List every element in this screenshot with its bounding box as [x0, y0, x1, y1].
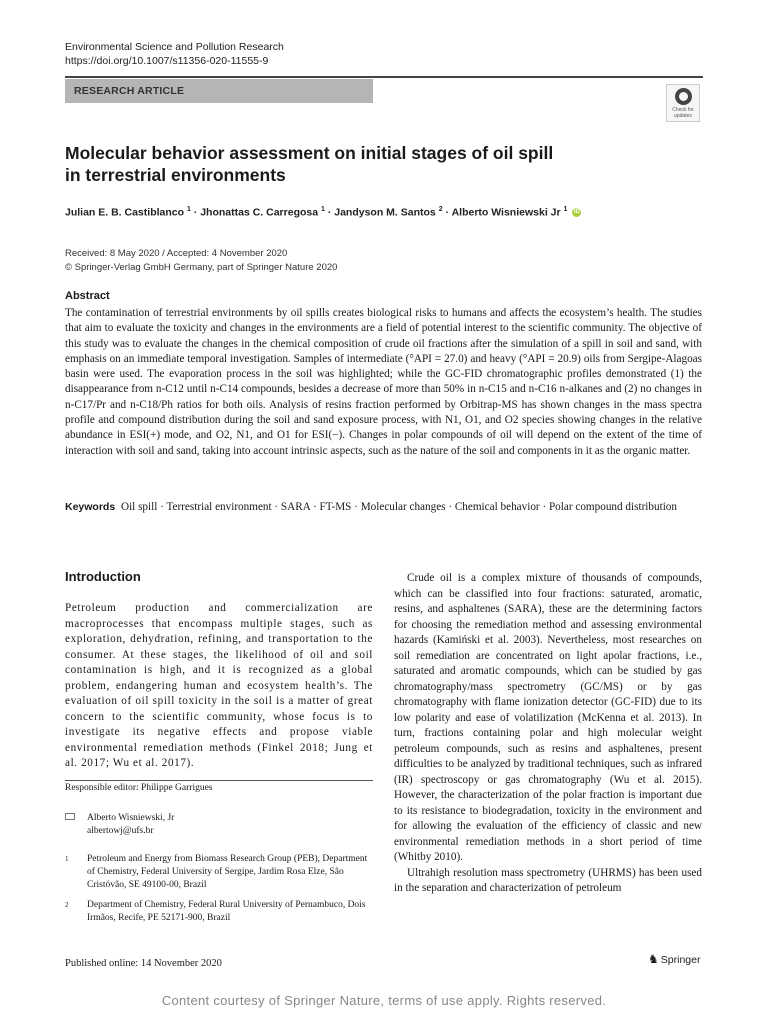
orcid-icon[interactable]: iD [573, 209, 580, 216]
affiliation-text: Petroleum and Energy from Biomass Research Group (PEB), Department of Chemistry, Federal University of Sergipe, Jardim Rosa Elze, São Cristóvão, SE 49100-00, Brazil [87, 854, 368, 890]
copyright-line: © Springer-Verlag GmbH Germany, part of Springer Nature 2020 [65, 262, 338, 273]
affiliation-2 [65, 899, 373, 925]
intro-paragraph: Petroleum production and commercialization are macroprocesses that encompass multiple stages, such as exploration, dehydration, refining, and transportation to the consumer. At these stages, the likelihood of oil and soil contamination is high, and it is recognized as a global problem, endangering human and ecosystem health’s. The evaluation of oil spill toxicity in the soil is a matter of great concern to the scientific community, whose focus is to investigate its negative effects and propose viable environmental remediation methods (Finkel 2018; Jung et al. 2017; Wu et al. 2017). [65, 602, 373, 769]
keywords-label: Keywords [65, 501, 116, 513]
author-affiliation: 1 [321, 206, 325, 213]
intro-paragraph: Ultrahigh resolution mass spectrometry (UHRMS) has been used in the separation and characterization of petroleum [394, 866, 702, 894]
responsible-editor: Responsible editor: Philippe Garrigues [65, 783, 213, 793]
author-name[interactable]: Julian E. B. Castiblanco [65, 206, 185, 219]
footnote-rule [65, 780, 373, 781]
contact-email[interactable]: albertowj@ufs.br [87, 826, 154, 836]
affiliation-text: Department of Chemistry, Federal Rural University of Pernambuco, Dois Irmãos, Recife, PE 52171-900, Brazil [87, 900, 366, 923]
affiliation-number: 2 [65, 901, 69, 909]
publisher-logo [648, 952, 700, 966]
contact-name: Alberto Wisniewski, Jr [87, 813, 175, 823]
journal-header [65, 40, 284, 68]
affiliation-number: 1 [65, 855, 69, 863]
title-line-1: Molecular behavior assessment on initial stages of oil spill [65, 143, 554, 163]
check-updates-label: Check for updates [672, 107, 694, 119]
affiliation-1 [65, 853, 373, 892]
author-name[interactable]: Jandyson M. Santos [334, 206, 436, 219]
keywords-text: Oil spill · Terrestrial environment · SARA · FT-MS · Molecular changes · Chemical behavior · Polar compound distribution [120, 501, 677, 513]
received-accepted: Received: 8 May 2020 / Accepted: 4 November 2020 [65, 248, 288, 259]
author-name[interactable]: Alberto Wisniewski Jr [451, 206, 561, 219]
introduction-left-column [65, 601, 373, 772]
author-list: Julian E. B. Castiblanco $^1$ · Jhonattas C. Carregosa $^1$ · Jandyson M. Santos $^2$ · Alberto Wisniewski Jr $^1$ iD [65, 206, 580, 219]
published-online: Published online: 14 November 2020 [65, 958, 222, 969]
abstract-heading: Abstract [65, 290, 110, 302]
envelope-icon [65, 813, 75, 820]
corresponding-author [65, 812, 174, 838]
article-dates [65, 247, 337, 275]
page-footer: Content courtesy of Springer Nature, terms of use apply. Rights reserved. [161, 993, 607, 1008]
check-for-updates-badge[interactable] [666, 84, 700, 122]
keywords [65, 500, 702, 515]
introduction-right-column [394, 571, 702, 897]
article-type-bar: RESEARCH ARTICLE [65, 79, 373, 103]
introduction-heading: Introduction [65, 569, 141, 584]
article-title [65, 142, 685, 186]
publisher-name: Springer [660, 954, 701, 966]
abstract-text: The contamination of terrestrial environments by oil spills creates biological risks to humans and affects the ecosystem’s health. The studies that aim to evaluate the toxicity and changes in the environments are a field of potential interest to the scientific community. The objective of this study was to evaluate the changes in the chemical composition of crude oil fractions after the simulation of a spill in soil and sand, with emphasis on an immediate temporal investigation. Samples of intermediate (°API = 27.0) and heavy (°API = 20.9) oils from Sergipe-Alagoas basin were used. The evaporation process in the soil was highlighted; while the GC-FID chromatographic profiles demonstrated (1) the disappearance from n-C12 until n-C14 compounds, besides a decrease of more than 50% in n-C15 and n-C16 n-alkanes and (2) no changes in n-C17/Pr and n-C18/Ph ratios for both oils. Analysis of resins fraction performed by Orbitrap-MS has shown changes in the mass spectra profile and compound distribution during the soil and sand exposure process, with N1, O1, and O2 species showing changes in the relative abundance in ESI(+) mode, and O2, N1, and O1 for ESI(−). Changes in polar compounds of oil will depend on the extent of the time of interaction with soil and sand, taking into account intrinsic aspects, such as the nature of the soil and components in it as the organic matter. [65, 307, 702, 457]
title-line-2: in terrestrial environments [65, 165, 286, 185]
author-affiliation: 1 [186, 206, 191, 213]
author-name[interactable]: Jhonattas C. Carregosa [200, 206, 319, 219]
author-affiliation: 2 [438, 206, 443, 213]
journal-name: Environmental Science and Pollution Research [65, 41, 284, 53]
author-affiliation: 1 [563, 206, 568, 213]
check-updates-icon [675, 88, 692, 105]
doi-link[interactable]: https://doi.org/10.1007/s11356-020-11555-9 [65, 55, 269, 67]
intro-paragraph: Crude oil is a complex mixture of thousands of compounds, which can be classified into four fractions: saturated, aromatic, resins, and asphaltenes (SARA), these are the determining factors for choosing the remediation method and assessing environmental hazards (Kamiński et al. 2003). Nevertheless, most researches on soil remediation are concentrated on light apolar fractions, i.e., saturated and aromatic compounds, which can be studied by gas chromatography/mass spectrometry (GC/MS) or by gas chromatography with flame ionization detector (GC-FID) due to its low polarity and ease of volatilization (McKenna et al. 2013). In turn, fractions containing polar and high molecular weight petroleum compounds, such as resins and asphaltenes, present difficulties to be analyzed by traditional techniques, such as infrared (IR) spectroscopy or gas chromatography (Wu et al. 2015). However, the characterization of the polar fraction is important due to its resistance to biodegradation, toxicity in the environment and for allowing the evaluation of the efficiency of classic and new environmental remediation methods in a short period of time (Whitby 2010). [394, 572, 702, 863]
header-rule [65, 76, 703, 78]
springer-horse-icon: ♞ [648, 952, 659, 966]
